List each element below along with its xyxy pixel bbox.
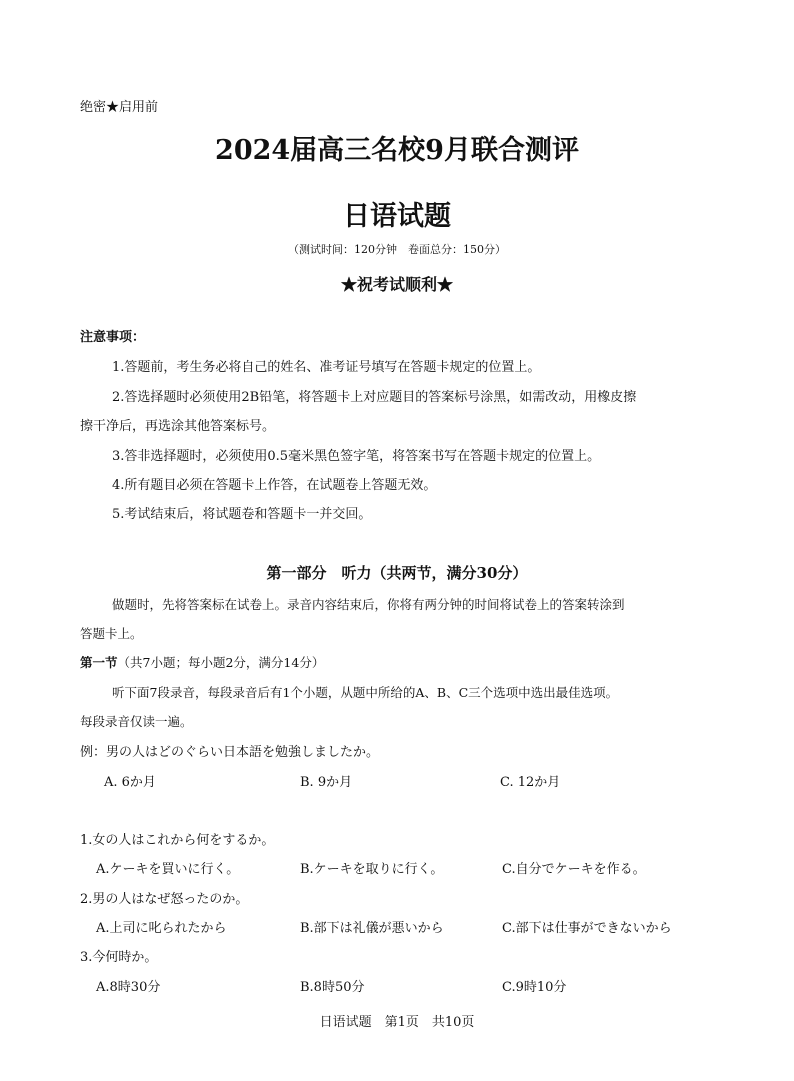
part1-intro-1: 做题时，先将答案标在试卷上。录音内容结束后，你将有两分钟的时间将试卷上的答案转涂到 [112, 597, 625, 612]
example-option-c: C. 12か月 [500, 775, 561, 790]
exam-title: 2024届高三名校9月联合测评 [215, 135, 579, 166]
q3-option-a: A.8時30分 [96, 980, 161, 995]
q1-option-a: A.ケーキを買いに行く。 [96, 862, 240, 877]
note-item-2: 2.答选择题时必须使用2B铅笔，将答题卡上对应题目的答案标号涂黑，如需改动，用橡皮擦 [112, 390, 637, 405]
q1-option-b: B.ケーキを取りに行く。 [300, 862, 444, 877]
note-item-2-cont: 擦干净后，再选涂其他答案标号。 [80, 419, 276, 434]
section1-detail: （共7小题；每小题2分，满分14分） [117, 655, 325, 670]
question-1: 1.女の人はこれから何をするか。 [80, 833, 275, 848]
q2-option-a: A.上司に叱られたから [96, 921, 227, 936]
time-info: （测试时间：120分钟 卷面总分：150分） [288, 243, 506, 256]
question-3: 3.今何時か。 [80, 950, 158, 965]
blessing-line: ★祝考试顺利★ [340, 275, 453, 294]
section1-heading [80, 653, 324, 671]
part1-intro-2: 答题卡上。 [80, 626, 143, 641]
note-item-3: 3.答非选择题时，必须使用0.5毫米黑色签字笔，将答案书写在答题卡规定的位置上。 [112, 449, 601, 464]
example-option-a: A. 6か月 [104, 775, 156, 790]
q3-option-b: B.8時50分 [300, 980, 365, 995]
page-footer: 日语试题 第1页 共10页 [319, 1015, 475, 1030]
section1-label: 第一节 [80, 655, 118, 670]
part1-title: 第一部分 听力（共两节，满分30分） [266, 564, 528, 582]
subject-title: 日语试题 [343, 201, 451, 232]
example-question: 例：男の人はどのぐらい日本語を勉強しましたか。 [80, 745, 380, 760]
note-item-1: 1.答题前，考生务必将自己的姓名、准考证号填写在答题卡规定的位置上。 [112, 360, 541, 375]
example-option-b: B. 9か月 [300, 775, 353, 790]
confidential-label: 绝密★启用前 [80, 100, 159, 115]
q1-option-c: C.自分でケーキを作る。 [502, 862, 646, 877]
notes-heading: 注意事项： [80, 330, 146, 345]
section1-instr-2: 每段录音仅读一遍。 [80, 714, 193, 729]
note-item-4: 4.所有题目必须在答题卡上作答，在试题卷上答题无效。 [112, 478, 437, 493]
q2-option-b: B.部下は礼儀が悪いから [300, 921, 444, 936]
q3-option-c: C.9時10分 [502, 980, 567, 995]
q2-option-c: C.部下は仕事ができないから [502, 921, 672, 936]
note-item-5: 5.考试结束后，将试题卷和答题卡一并交回。 [112, 507, 372, 522]
question-2: 2.男の人はなぜ怒ったのか。 [80, 892, 249, 907]
section1-instr-1: 听下面7段录音，每段录音后有1个小题，从题中所给的A、B、C三个选项中选出最佳选项。 [112, 685, 619, 700]
